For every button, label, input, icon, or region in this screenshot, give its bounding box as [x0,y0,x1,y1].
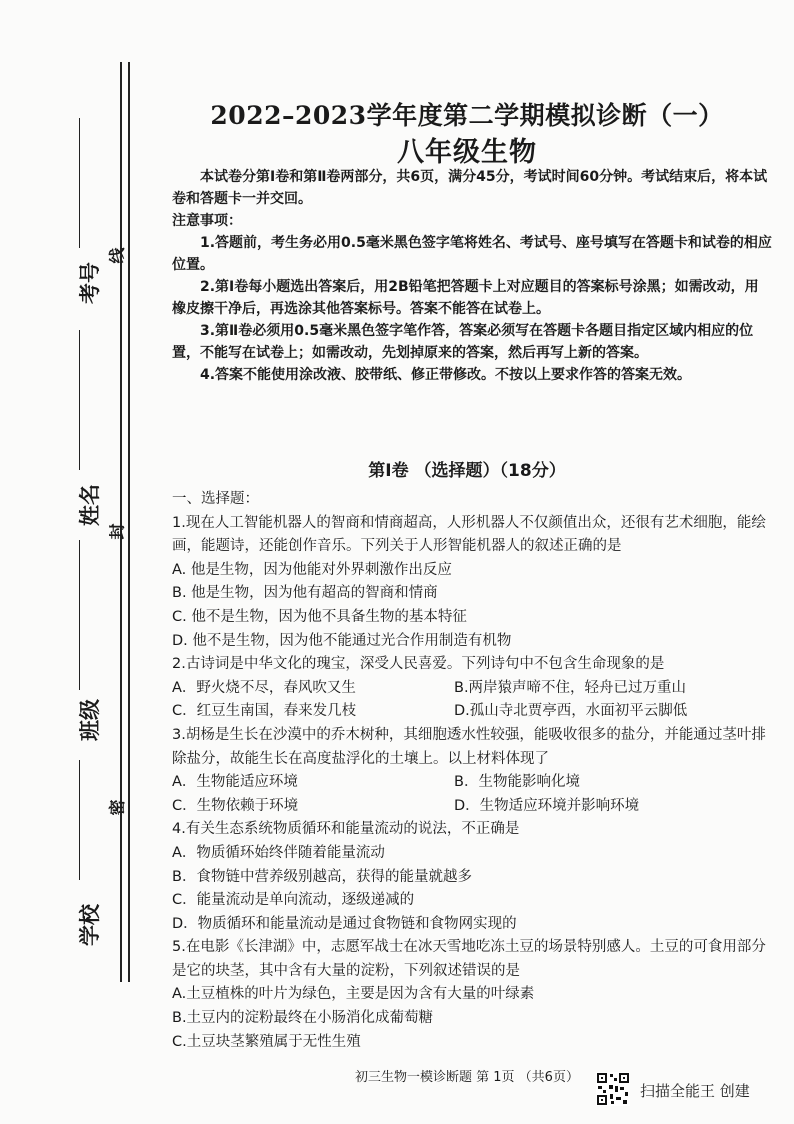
qr-code-icon [596,1072,630,1106]
question-stem: 4.有关生态系统物质循环和能量流动的说法，不正确是 [172,821,520,838]
binding-mark-seal: 封 [107,523,127,540]
option: D．物质循环和能量流动是通过食物链和食物网实现的 [172,915,517,932]
option: C．生物依赖于环境 [172,797,299,814]
option: D.孤山寺北贾亭西，水面初平云脚低 [454,703,688,720]
option: A．野火烧不尽，春风吹又生 [172,679,356,696]
section-heading: 一、选择题： [172,491,259,507]
question-stem: 2.古诗词是中华文化的瑰宝，深受人民喜爱。下列诗句中不包含生命现象的是 [172,656,665,673]
class-label: 班级 [78,699,102,741]
name-label: 姓名 [78,484,102,526]
section-title: 第Ⅰ卷 （选择题）（18分） [368,461,566,481]
note-item: 2.第Ⅰ卷每小题选出答案后，用2B铅笔把答题卡上对应题目的答案标号涂黑；如需改动，用橡皮擦干净后，再选涂其他答案标号。答案不能答在试卷上。 [172,279,759,317]
option: C.土豆块茎繁殖属于无性生殖 [172,1033,361,1050]
option: A．生物能适应环境 [172,774,298,791]
school-field [60,760,100,960]
note-item: 4.答案不能使用涂改液、胶带纸、修正带修改。不按以上要求作答的答案无效。 [200,367,692,383]
class-field [60,540,100,760]
option-row [172,700,772,724]
option: B．食物链中营养级别越高，获得的能量就越多 [172,868,472,885]
intro-text: 本试卷分第Ⅰ卷和第Ⅱ卷两部分，共6页，满分45分，考试时间60分钟。考试结束后，将本试卷和答题卡一并交回。 [172,169,768,207]
binding-margin [0,0,140,1124]
binding-line-outer [120,62,122,982]
binding-mark-line: 线 [107,247,127,264]
question-stem: 5.在电影《长津湖》中，志愿军战士在冰天雪地吃冻土豆的场景特别感人。土豆的可食用部分是它的块茎，其中含有大量的淀粉，下列叙述错误的是 [172,939,766,979]
binding-mark-secret: 密 [107,799,127,816]
page-subtitle: 八年级生物 [397,137,537,168]
option: B. 他是生物，因为他有超高的智商和情商 [172,585,438,602]
binding-line-inner [128,62,130,982]
option-row [172,795,772,819]
option-row [172,677,772,701]
option: C. 他不是生物，因为他不具备生物的基本特征 [172,608,467,625]
question-stem: 3.胡杨是生长在沙漠中的乔木树种，其细胞透水性较强，能吸收很多的盐分，并能通过茎叶排除盐分，故能生长在高度盐浮化的土壤上。以上材料体现了 [172,726,766,767]
option: C．能量流动是单向流动，逐级递减的 [172,892,415,909]
instructions [172,166,772,386]
question-list [172,488,772,1054]
school-label: 学校 [78,904,102,946]
exam-number-blank [79,118,80,248]
option: C．红豆生南国，春来发几枝 [172,703,357,720]
note-item: 1.答题前，考生务必用0.5毫米黑色签字笔将姓名、考试号、座号填写在答题卡和试卷的相应位置。 [172,235,772,273]
option: B.两岸猿声啼不住，轻舟已过万重山 [454,679,687,696]
note-item: 3.第Ⅱ卷必须用0.5毫米黑色签字笔作答，答案必须写在答题卡各题目指定区域内相应的位置，不能写在试卷上；如需改动，先划掉原来的答案，然后再写上新的答案。 [172,323,754,361]
page-footer: 初三生物一模诊断题 第 1页 （共6页） [355,1070,579,1085]
option: A. 他是生物，因为他能对外界刺激作出反应 [172,561,452,578]
option: A．物质循环始终伴随着能量流动 [172,844,385,861]
scanner-watermark: 扫描全能王 创建 [640,1082,750,1100]
option: D．生物适应环境并影响环境 [454,797,640,814]
school-blank [79,760,80,880]
option: B．生物能影响化境 [454,774,580,791]
name-field [60,330,100,560]
exam-number-field [60,118,100,328]
option: D. 他不是生物，因为他不能通过光合作用制造有机物 [172,632,512,649]
name-blank [79,330,80,470]
option-row [172,771,772,795]
option: B.土豆内的淀粉最终在小肠消化成葡萄糖 [172,1010,434,1027]
class-blank [79,540,80,690]
page-title: 2022–2023学年度第二学期模拟诊断（一） [210,101,724,130]
notes-heading: 注意事项： [172,213,242,229]
exam-number-label: 考号 [78,262,102,304]
question-stem: 1.现在人工智能机器人的智商和情商超高，人形机器人不仅颜值出众，还很有艺术细胞，能绘画，能题诗，还能创作音乐。下列关于人形智能机器人的叙述正确的是 [172,514,766,555]
option: A.土豆植株的叶片为绿色，主要是因为含有大量的叶绿素 [172,986,535,1003]
